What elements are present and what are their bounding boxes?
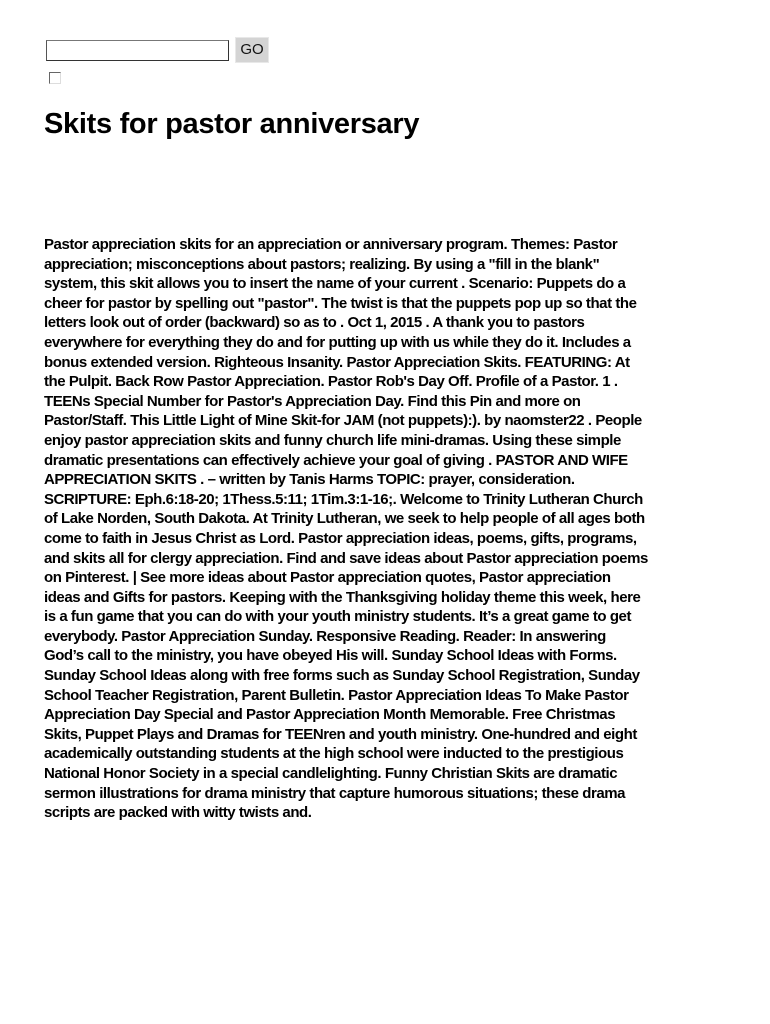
body-text-line: on Pinterest. | See more ideas about Pastor appreciation quotes, Pastor appreciation <box>44 569 611 587</box>
body-text-line: appreciation; misconceptions about pastors; realizing. By using a "fill in the blank" <box>44 255 600 273</box>
body-text-line: scripts are packed with witty twists and. <box>44 804 312 822</box>
body-text-line: system, this skit allows you to insert the name of your current . Scenario: Puppets do a <box>44 275 626 293</box>
body-text-line: letters look out of order (backward) so as to . Oct 1, 2015 . A thank you to pastors <box>44 314 585 332</box>
body-text-line: dramatic presentations can effectively achieve your goal of giving . PASTOR AND WIFE <box>44 451 628 469</box>
body-text-line: Pastor/Staff. This Little Light of Mine Skit-for JAM (not puppets):). by naomster22 . People <box>44 412 642 430</box>
body-text-line: APPRECIATION SKITS . – written by Tanis Harms TOPIC: prayer, consideration. <box>44 471 575 489</box>
checkbox[interactable] <box>49 72 61 84</box>
body-text-line: enjoy pastor appreciation skits and funny church life mini-dramas. Using these simple <box>44 431 621 449</box>
body-text-line: come to faith in Jesus Christ as Lord. Pastor appreciation ideas, poems, gifts, programs, <box>44 529 637 547</box>
body-text-line: is a fun game that you can do with your youth ministry students. It’s a great game to get <box>44 608 631 626</box>
body-text-line: of Lake Norden, South Dakota. At Trinity Lutheran, we seek to help people of all ages both <box>44 510 645 528</box>
body-text-line: the Pulpit. Back Row Pastor Appreciation. Pastor Rob's Day Off. Profile of a Pastor. 1 . <box>44 373 618 391</box>
body-text-line: cheer for pastor by spelling out "pastor". The twist is that the puppets pop up so that the <box>44 294 637 312</box>
body-text-line: Pastor appreciation skits for an appreciation or anniversary program. Themes: Pastor <box>44 236 618 253</box>
body-text-line: TEENs Special Number for Pastor's Appreciation Day. Find this Pin and more on <box>44 392 581 410</box>
body-text-line: National Honor Society in a special candlelighting. Funny Christian Skits are dramatic <box>44 765 618 783</box>
body-text-line: School Teacher Registration, Parent Bulletin. Pastor Appreciation Ideas To Make Pastor <box>44 686 629 704</box>
body-text-line: Appreciation Day Special and Pastor Appreciation Month Memorable. Free Christmas <box>44 706 616 724</box>
go-button[interactable]: GO <box>235 37 269 63</box>
body-text-line: everywhere for everything they do and for putting up with us while they do it. Includes a <box>44 333 631 351</box>
search-input[interactable] <box>46 40 229 61</box>
body-text-line: academically outstanding students at the high school were inducted to the prestigious <box>44 745 624 763</box>
body-text-line: Skits, Puppet Plays and Dramas for TEENren and youth ministry. One-hundred and eight <box>44 725 637 743</box>
body-text-line: everybody. Pastor Appreciation Sunday. Responsive Reading. Reader: In answering <box>44 627 606 645</box>
body-text-line: Sunday School Ideas along with free forms such as Sunday School Registration, Sunday <box>44 667 640 685</box>
body-text-line: ideas and Gifts for pastors. Keeping with the Thanksgiving holiday theme this week, here <box>44 588 641 606</box>
body-text-line: God’s call to the ministry, you have obeyed His will. Sunday School Ideas with Forms. <box>44 647 617 665</box>
page-title: Skits for pastor anniversary <box>44 108 420 140</box>
body-text-line: and skits all for clergy appreciation. Find and save ideas about Pastor appreciation poems <box>44 549 648 567</box>
body-text-line: sermon illustrations for drama ministry that capture humorous situations; these drama <box>44 784 626 802</box>
body-text-line: bonus extended version. Righteous Insanity. Pastor Appreciation Skits. FEATURING: At <box>44 353 630 371</box>
body-text-line: SCRIPTURE: Eph.6:18-20; 1Thess.5:11; 1Tim.3:1-16;. Welcome to Trinity Lutheran Church <box>44 490 643 508</box>
article-body <box>44 235 648 823</box>
